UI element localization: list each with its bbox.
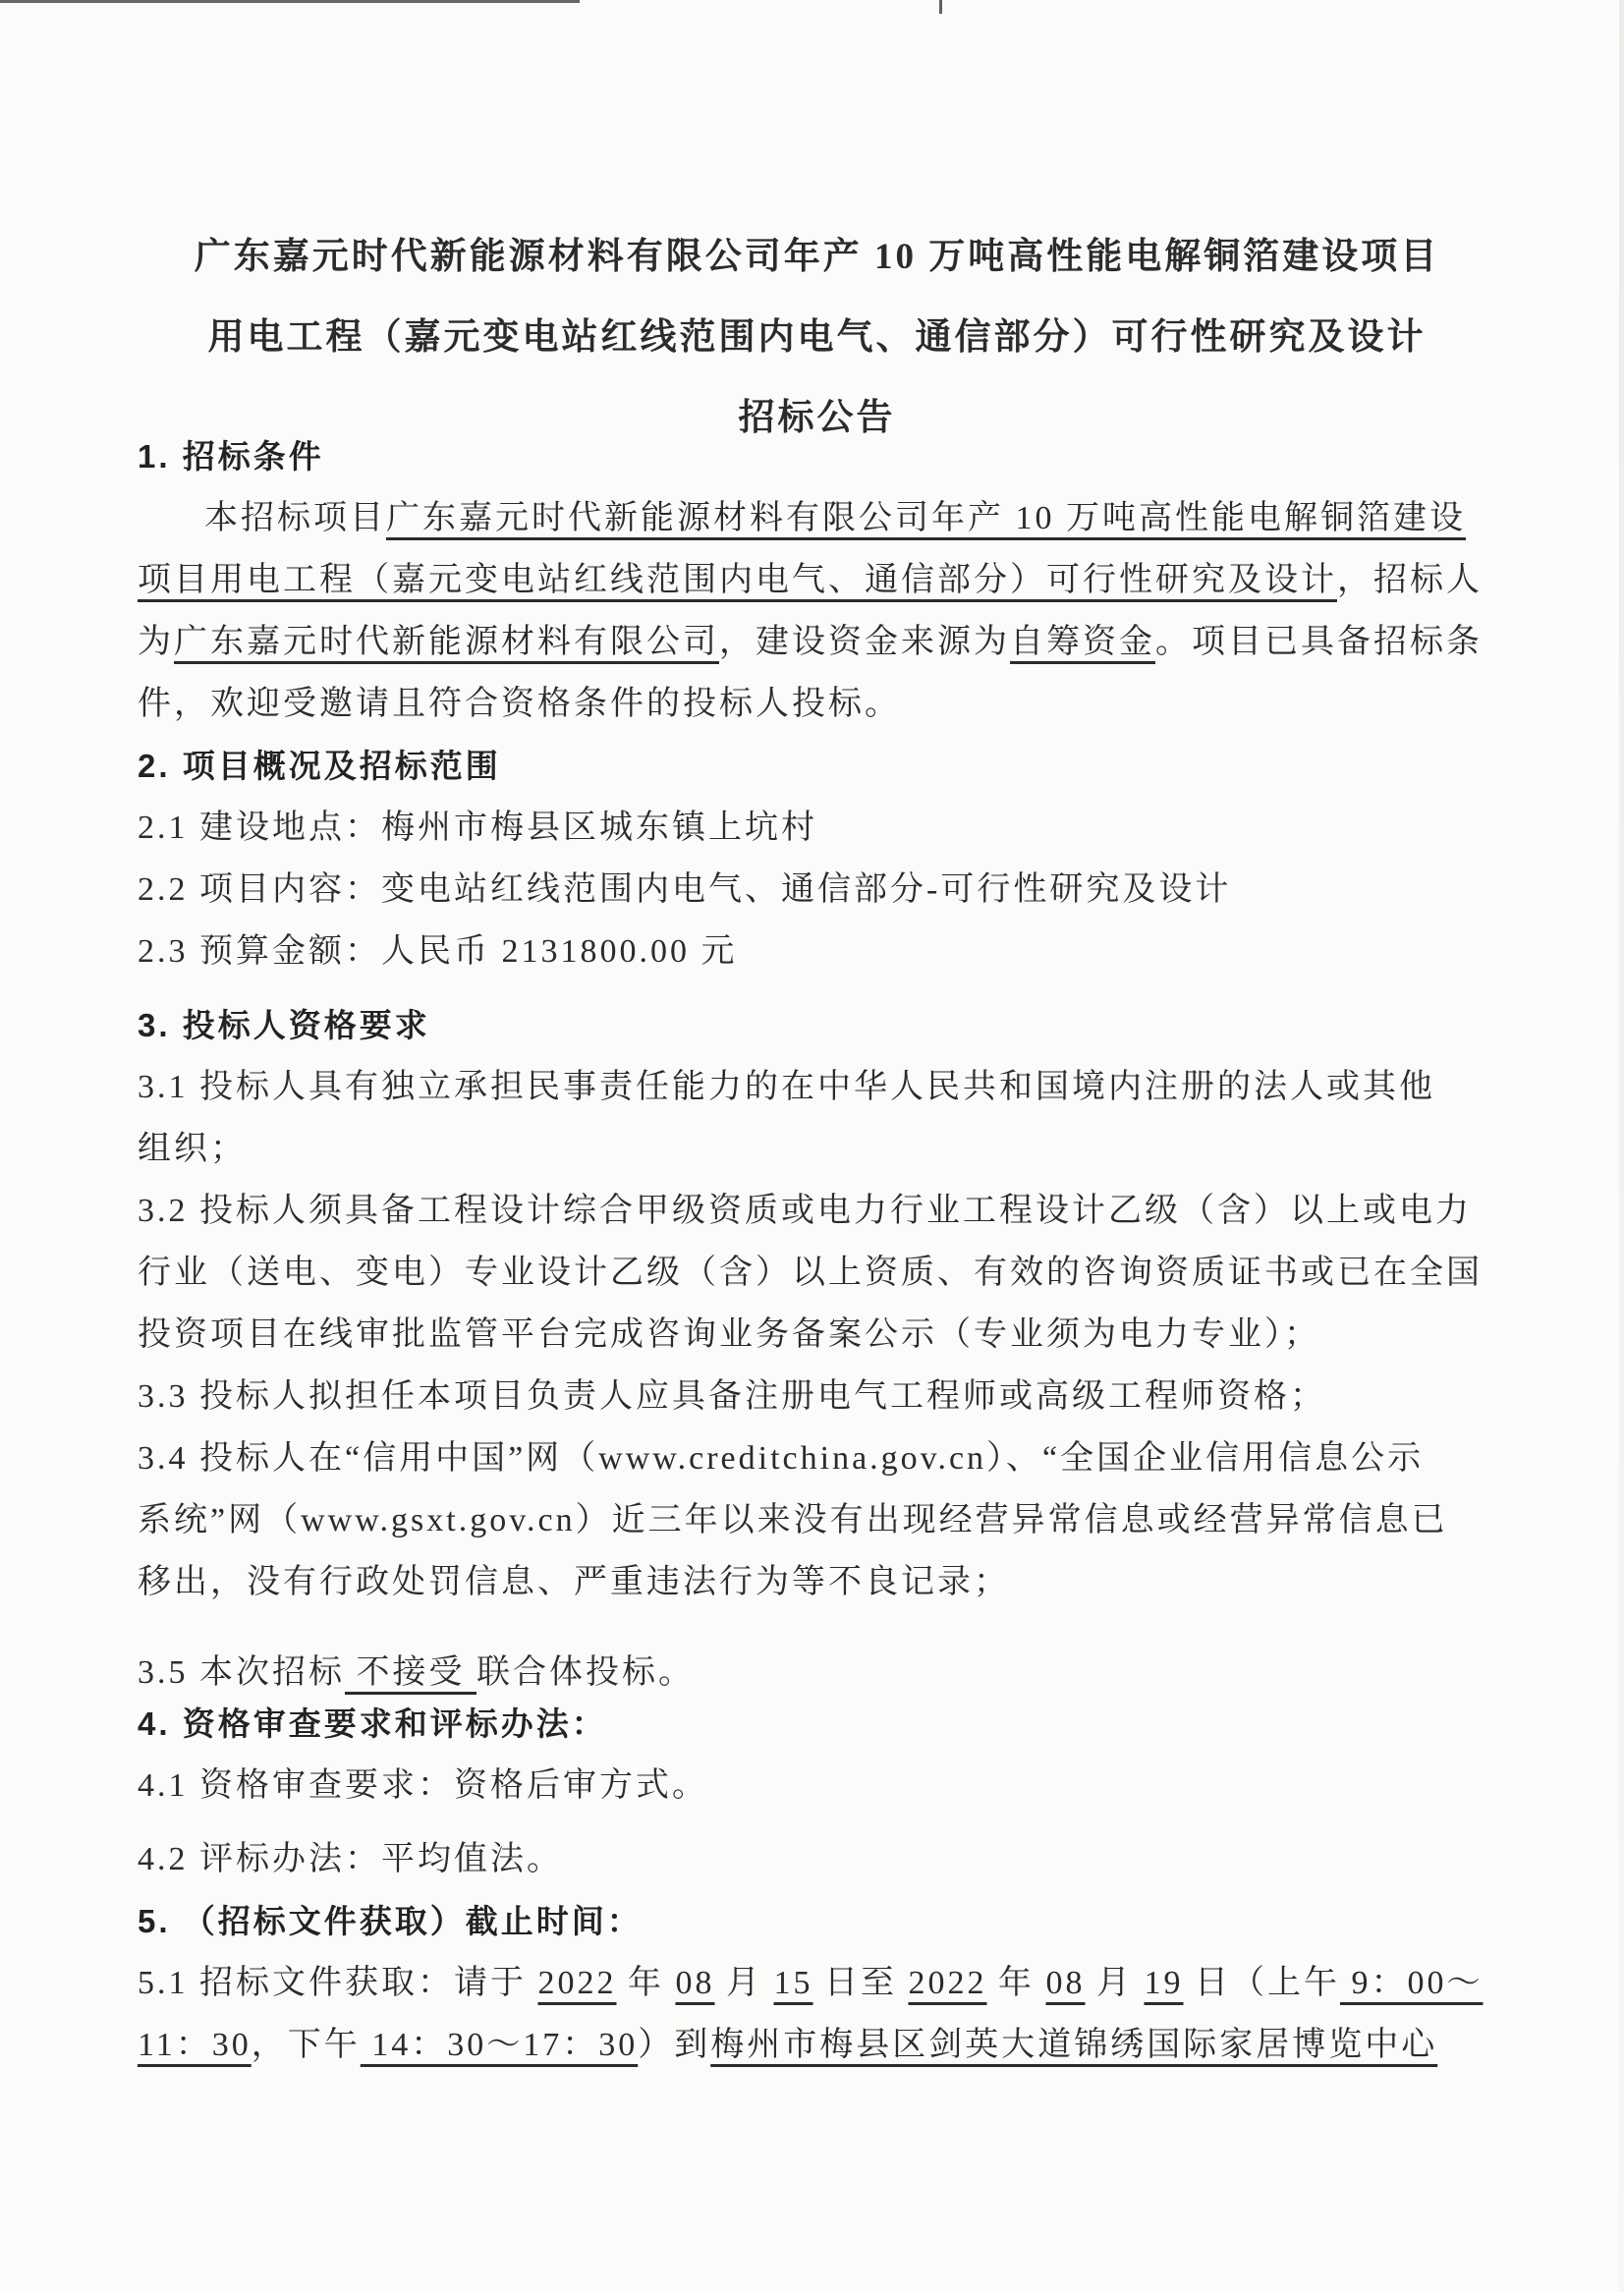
underlined-text: 08 — [675, 1965, 715, 2001]
text-line — [138, 2014, 1496, 2076]
doc-title-line — [138, 298, 1496, 378]
text-line — [138, 1828, 1496, 1890]
text-segment: 本招标项目 — [204, 500, 386, 536]
text-line — [138, 1755, 1496, 1817]
text-segment: 行业（送电、变电）专业设计乙级（含）以上资质、有效的咨询资质证书或已在全国 — [138, 1255, 1483, 1291]
text-segment: 2.1 建设地点：梅州市梅县区城东镇上坑村 — [138, 810, 817, 846]
text-segment: 年 — [986, 1965, 1046, 2001]
text-segment: 联合体投标。 — [476, 1654, 695, 1691]
text-segment: 招标公告 — [738, 398, 896, 438]
text-segment: 广东嘉元时代新能源材料有限公司年产 10 万吨高性能电解铜箔建设项目 — [194, 237, 1440, 277]
text-line — [138, 1427, 1496, 1489]
text-segment: 4.2 评标办法：平均值法。 — [138, 1841, 563, 1877]
section-heading — [138, 1693, 1496, 1755]
text-segment: ，招标人 — [1337, 562, 1483, 598]
text-segment: 3.4 投标人在“信用中国”网（www.creditchina.gov.cn）、“全国企业信用信息公示 — [138, 1440, 1425, 1477]
text-segment: 3. 投标人资格要求 — [138, 1007, 430, 1043]
text-segment: 3.1 投标人具有独立承担民事责任能力的在中华人民共和国境内注册的法人或其他 — [138, 1069, 1435, 1105]
text-segment: 2. 项目概况及招标范围 — [138, 748, 501, 784]
underlined-text: 19 — [1144, 1965, 1184, 2001]
text-segment: 3.5 本次招标 — [138, 1654, 345, 1691]
text-segment: 组织； — [138, 1131, 247, 1167]
underlined-text: 08 — [1045, 1965, 1086, 2001]
document-body — [138, 217, 1496, 2076]
text-line — [138, 859, 1496, 921]
text-line — [138, 797, 1496, 859]
text-segment: 5.1 招标文件获取：请于 — [138, 1965, 538, 2001]
text-segment: 日（上午 — [1183, 1965, 1340, 2001]
underlined-text: 广东嘉元时代新能源材料有限公司 — [174, 624, 719, 660]
text-line — [138, 1180, 1496, 1242]
text-segment: 4. 资格审查要求和评标办法： — [138, 1705, 607, 1742]
text-line — [138, 1118, 1496, 1180]
underlined-text: 项目用电工程（嘉元变电站红线范围内电气、通信部分）可行性研究及设计 — [138, 562, 1337, 598]
text-line — [138, 1489, 1496, 1551]
text-segment: 4.1 资格审查要求：资格后审方式。 — [138, 1767, 708, 1804]
section-heading — [138, 735, 1496, 797]
underlined-text: 11：30 — [138, 2027, 252, 2063]
underlined-text: 广东嘉元时代新能源材料有限公司年产 10 万吨高性能电解铜箔建设 — [386, 500, 1466, 536]
text-segment: 年 — [616, 1965, 676, 2001]
text-segment: 件，欢迎受邀请且符合资格条件的投标人投标。 — [138, 686, 901, 722]
text-segment: 投资项目在线审批监管平台完成咨询业务备案公示（专业须为电力专业）； — [138, 1316, 1320, 1353]
section-heading — [138, 1890, 1496, 1952]
text-segment: 2.3 预算金额：人民币 2131800.00 元 — [138, 933, 738, 970]
underlined-text: 14：30～17：30 — [360, 2027, 639, 2063]
underlined-text: 不接受 — [345, 1654, 476, 1691]
scan-artifact-right-edge — [1619, 0, 1624, 2292]
underlined-text: 梅州市梅县区剑英大道锦绣国际家居博览中心 — [710, 2027, 1438, 2063]
text-segment: 系统”网（www.gsxt.gov.cn）近三年以来没有出现经营异常信息或经营异常信息已 — [138, 1502, 1448, 1538]
underlined-text: 9：00～ — [1340, 1965, 1484, 2001]
doc-title-line — [138, 217, 1496, 298]
text-line — [138, 487, 1496, 549]
text-segment: 为 — [138, 624, 174, 660]
underlined-text: 自筹资金 — [1010, 624, 1155, 660]
underlined-text: 15 — [773, 1965, 813, 2001]
text-segment: ，建设资金来源为 — [719, 624, 1010, 660]
text-line — [138, 1366, 1496, 1427]
text-segment: ）到 — [638, 2027, 711, 2063]
text-line — [138, 611, 1496, 673]
scan-artifact-top-line — [0, 0, 580, 3]
section-heading — [138, 994, 1496, 1056]
text-segment: 5. （招标文件获取）截止时间： — [138, 1903, 643, 1939]
text-segment: 3.3 投标人拟担任本项目负责人应具备注册电气工程师或高级工程师资格； — [138, 1378, 1326, 1415]
text-segment: 用电工程（嘉元变电站红线范围内电气、通信部分）可行性研究及设计 — [207, 317, 1427, 358]
scan-artifact-top-tick — [939, 0, 942, 14]
text-line — [138, 673, 1496, 735]
text-line — [138, 921, 1496, 982]
text-line — [138, 1551, 1496, 1613]
text-segment: 。项目已具备招标条 — [1155, 624, 1483, 660]
text-segment: 移出，没有行政处罚信息、严重违法行为等不良记录； — [138, 1564, 1010, 1600]
text-segment: 1. 招标条件 — [138, 438, 324, 475]
underlined-text: 2022 — [908, 1965, 987, 2001]
text-line — [138, 1952, 1496, 2014]
text-segment: 月 — [714, 1965, 774, 2001]
text-line — [138, 1304, 1496, 1366]
text-segment: 日至 — [812, 1965, 909, 2001]
text-line — [138, 1056, 1496, 1118]
text-segment: ，下午 — [251, 2027, 361, 2063]
text-segment: 月 — [1085, 1965, 1145, 2001]
underlined-text: 2022 — [537, 1965, 617, 2001]
text-line — [138, 1242, 1496, 1304]
text-segment: 3.2 投标人须具备工程设计综合甲级资质或电力行业工程设计乙级（含）以上或电力 — [138, 1193, 1472, 1229]
text-segment: 2.2 项目内容：变电站红线范围内电气、通信部分-可行性研究及设计 — [138, 871, 1232, 908]
text-line — [138, 549, 1496, 611]
